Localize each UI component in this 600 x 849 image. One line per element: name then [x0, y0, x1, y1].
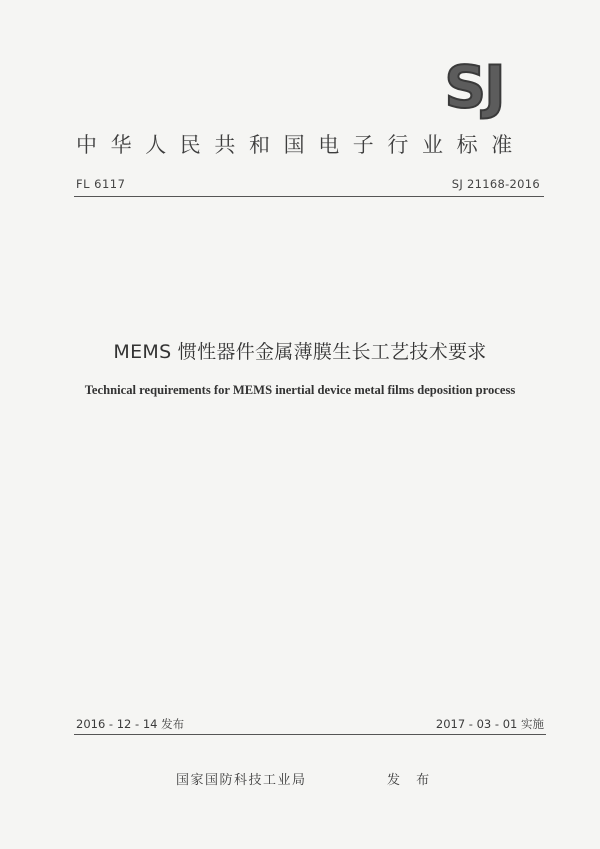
sj-logo-text: SJ: [444, 53, 504, 121]
issuer-action: 发 布: [387, 773, 436, 788]
title-mems: MEMS: [113, 341, 172, 363]
standard-number: SJ 21168-2016: [451, 177, 540, 191]
footer-divider: [74, 734, 546, 735]
issuer-name: 国家国防科技工业局: [176, 773, 307, 788]
classification-code: FL 6117: [76, 177, 126, 191]
sj-logo: [428, 53, 520, 121]
standard-title-chinese: [0, 337, 600, 364]
issue-date: 2016 - 12 - 14 发布: [76, 717, 185, 731]
title-chinese-text: 惯性器件金属薄膜生长工艺技术要求: [177, 341, 487, 363]
org-title: 中华人民共和国电子行业标准: [76, 133, 526, 157]
implement-date: 2017 - 03 - 01 实施: [435, 717, 544, 731]
standard-title-english: Technical requirements for MEMS inertial device metal films deposition process: [84, 383, 516, 397]
header-divider: [74, 196, 544, 197]
